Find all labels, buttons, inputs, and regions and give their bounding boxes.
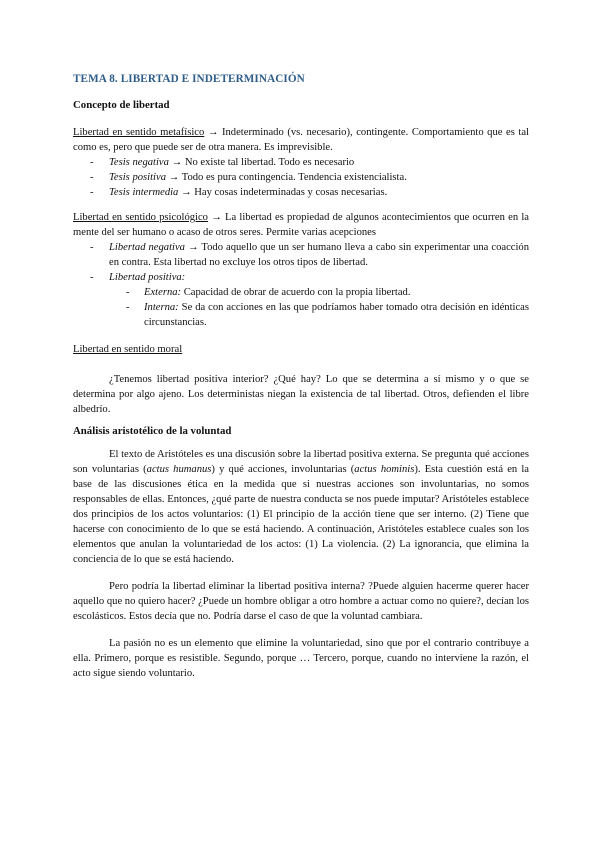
positiva-sublist [109,285,529,330]
analisis-p1-text-b: ) y qué acciones, involuntarias ( [211,464,355,475]
interna-text: Se da con acciones en las que podríamos haber tomado otra decisión en idénticas circunstancias. [144,302,529,328]
moral-term: Libertad en sentido moral [73,344,183,355]
psicologico-text: → La libertad es propiedad de algunos acontecimientos que ocurren en la mente del ser humano o acaso de otros seres. Permite varias acepciones [73,212,529,238]
tesis-negativa-term: Tesis negativa [109,157,169,168]
analisis-paragraph-1 [73,447,529,567]
analisis-heading: Análisis aristotélico de la voluntad [73,425,232,437]
list-item [73,170,529,185]
list-item [73,270,529,330]
list-item [109,300,529,330]
psicologico-list [73,240,529,330]
tesis-positiva-term: Tesis positiva [109,172,167,183]
tesis-intermedia-term: Tesis intermedia [109,187,179,198]
actus-humanus-term: actus humanus [146,464,212,475]
analisis-section [73,447,529,681]
tesis-intermedia-text: → Hay cosas indeterminadas y cosas necesarias. [178,187,388,198]
metafisico-paragraph [73,125,529,155]
libertad-negativa-term: Libertad negativa [109,242,185,253]
moral-section [73,342,529,417]
psicologico-paragraph [73,210,529,240]
externa-text: Capacidad de obrar de acuerdo con la propia libertad. [181,287,411,298]
psicologico-term: Libertad en sentido psicológico [73,212,208,223]
metafisico-term: Libertad en sentido metafísico [73,127,205,138]
page-title: TEMA 8. LIBERTAD E INDETERMINACIÓN [73,73,305,85]
analisis-paragraph-3: La pasión no es un elemento que elimine la voluntariedad, sino que por el contrario contribuye a ella. Primero, porque es resistible. Segundo, porque … Tercero, porque, cuando no interviene la razón, el acto sigue siendo voluntario. [73,638,529,679]
concepto-heading: Concepto de libertad [73,99,170,111]
metafisico-list [73,155,529,200]
externa-term: Externa: [144,287,182,298]
moral-paragraph: ¿Tenemos libertad positiva interior? ¿Qué hay? Lo que se determina a sí mismo y o que se determina por algo ajeno. Los deterministas niegan la existencia de tal libertad. Otros, defienden el libre albedrío. [73,374,529,415]
list-item [73,185,529,200]
metafisico-section [73,125,529,200]
analisis-paragraph-2: Pero podría la libertad eliminar la libertad positiva interna? ?Puede alguien hacerme querer hacer aquello que no quiero hacer? ¿Puede un hombre obligar a otro hombre a actuar como no quiere?, decían los escolásticos. Estos decía que no. Podría darse el caso de que la voluntad cambiara. [73,581,529,622]
metafisico-text: → Indeterminado (vs. necesario), contingente. Comportamiento que es tal como es, pero que puede ser de otra manera. Es imprevisible. [73,127,529,153]
libertad-negativa-text: → Todo aquello que un ser humano lleva a cabo sin experimentar una coacción en contra. Esta libertad no excluye los otros tipos de libertad. [109,242,530,268]
psicologico-section [73,210,529,330]
analisis-p1-text-c: ). Esta cuestión está en la base de las discusiones ética en la medida que si nuestras acciones son involuntarias, no somos responsables de ellas. Entonces, ¿qué parte de nuestra conducta se nos puede imputar? Aristóteles establece dos principios de los actos voluntarios: (1) El principio de la acción tiene que ser interno. (2) Tiene que hacerse con conocimiento de lo que se está haciendo. A continuación, Aristóteles establece cuales son los elementos que anulan la voluntariedad de los actos: (1) La violencia. (2) La ignorancia, que elimina la conciencia de lo que se está haciendo. [73,464,529,565]
analisis-p1-text-a: El texto de Aristóteles es una discusión sobre la libertad positiva externa. Se pregunta qué acciones son voluntarias ( [73,449,529,475]
libertad-positiva-term: Libertad positiva: [109,272,186,283]
tesis-negativa-text: → No existe tal libertad. Todo es necesario [168,157,355,168]
list-item [109,285,529,300]
list-item [73,155,529,170]
tesis-positiva-text: → Todo es pura contingencia. Tendencia existencialista. [166,172,407,183]
actus-hominis-term: actus hominis [354,464,415,475]
interna-term: Interna: [144,302,179,313]
list-item [73,240,529,270]
